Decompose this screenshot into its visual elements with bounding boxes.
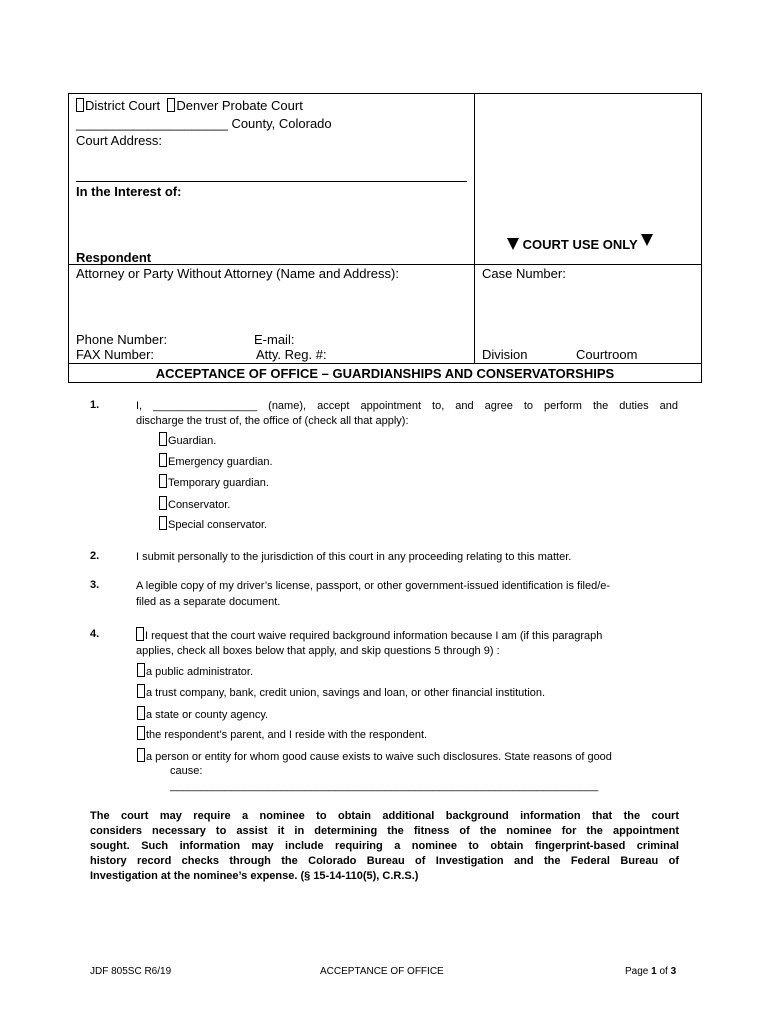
- probate-court-label: Denver Probate Court: [176, 98, 303, 113]
- item-4-option-good-cause: [137, 748, 612, 763]
- cause-line[interactable]: ______________________________________________________________________: [170, 780, 599, 792]
- caption-border-bottom: [68, 382, 702, 383]
- interest-underline: [76, 181, 467, 182]
- item-1-option-temporary: [159, 474, 269, 489]
- item-4-line-2: applies, check all boxes below that apply, and skip questions 5 through 9) :: [136, 645, 500, 657]
- good-cause-checkbox[interactable]: [137, 748, 145, 762]
- parent-checkbox[interactable]: [137, 726, 145, 740]
- footer-form-id: JDF 805SC R6/19: [90, 966, 172, 977]
- item-4-number: 4.: [90, 628, 100, 640]
- parent-label: the respondent’s parent, and I reside with the respondent.: [146, 729, 428, 741]
- agency-checkbox[interactable]: [137, 706, 145, 720]
- good-cause-label: a person or entity for whom good cause exists to waive such disclosures. State reasons of good: [146, 751, 612, 763]
- guardian-label: Guardian.: [168, 435, 217, 447]
- item-4-option-agency: [137, 706, 268, 721]
- trust-company-label: a trust company, bank, credit union, savings and loan, or other financial institution.: [146, 687, 546, 699]
- public-admin-label: a public administrator.: [146, 666, 253, 678]
- arrow-down-icon: [641, 234, 653, 246]
- arrow-down-icon: [507, 238, 519, 250]
- notice-line-3: sought. Such information may include requiring a nominee to obtain fingerprint-based criminal: [90, 840, 679, 852]
- notice-line-1: The court may require a nominee to obtain additional background information that the court: [90, 810, 679, 822]
- caption-border-left: [68, 93, 69, 383]
- caption-border-right: [701, 93, 702, 383]
- footer-page-num: 1: [651, 966, 657, 977]
- item-4-option-trust-company: [137, 684, 545, 699]
- footer-page-total: 3: [670, 966, 677, 977]
- notice-line-5: Investigation at the nominee’s expense. (§ 15-14-110(5), C.R.S.): [90, 870, 419, 882]
- emergency-guardian-checkbox[interactable]: [159, 453, 167, 467]
- temporary-guardian-checkbox[interactable]: [159, 474, 167, 488]
- item-1-line-2: discharge the trust of, the office of (check all that apply):: [136, 415, 409, 427]
- district-court-label: District Court: [85, 98, 161, 113]
- courtroom-label: Courtroom: [576, 347, 638, 362]
- item-3-line-2: filed as a separate document.: [136, 596, 281, 608]
- item-1-number: 1.: [90, 399, 100, 411]
- court-use-only: [507, 234, 653, 252]
- item-4-option-parent: [137, 726, 427, 741]
- fax-label: FAX Number:: [76, 347, 155, 362]
- conservator-checkbox[interactable]: [159, 496, 167, 510]
- trust-company-checkbox[interactable]: [137, 684, 145, 698]
- item-3-number: 3.: [90, 579, 100, 591]
- special-conservator-label: Special conservator.: [168, 519, 268, 531]
- notice-paragraph: [90, 809, 679, 884]
- probate-court-checkbox[interactable]: [167, 98, 175, 112]
- guardian-checkbox[interactable]: [159, 432, 167, 446]
- cause-label: cause:: [170, 765, 203, 777]
- item-1-line-1: I, _________________ (name), accept appointment to, and agree to perform the duties and: [136, 400, 678, 412]
- court-address-label: Court Address:: [76, 133, 162, 148]
- notice-line-2: considers necessary to assist it in determining the fitness of the nominee for the appointment: [90, 825, 679, 837]
- item-4-line-1: [136, 627, 602, 644]
- case-number-label: Case Number:: [482, 266, 566, 281]
- item-3-line-1: A legible copy of my driver’s license, passport, or other government-issued identification is filed/e-: [136, 580, 611, 592]
- court-selection: [76, 98, 303, 113]
- caption-border-top: [68, 93, 702, 94]
- footer-page: [625, 966, 676, 977]
- footer-center: ACCEPTANCE OF OFFICE: [320, 966, 444, 977]
- item-4-line-1-text: I request that the court waive required background information because I am (if this paragraph: [145, 630, 603, 642]
- caption-divider-attorney: [68, 264, 702, 265]
- item-1-option-emergency: [159, 453, 273, 468]
- item-1-option-special: [159, 516, 267, 531]
- emergency-guardian-label: Emergency guardian.: [168, 456, 273, 468]
- footer-page-prefix: Page: [625, 966, 652, 977]
- special-conservator-checkbox[interactable]: [159, 516, 167, 530]
- waive-checkbox[interactable]: [136, 627, 144, 641]
- item-1-option-guardian: [159, 432, 216, 447]
- agency-label: a state or county agency.: [146, 709, 269, 721]
- conservator-label: Conservator.: [168, 499, 231, 511]
- public-admin-checkbox[interactable]: [137, 663, 145, 677]
- item-2-text: I submit personally to the jurisdiction of this court in any proceeding relating to this matter.: [136, 551, 572, 563]
- item-1-option-conservator: [159, 496, 230, 511]
- district-court-checkbox[interactable]: [76, 98, 84, 112]
- court-use-only-label: COURT USE ONLY: [522, 237, 638, 252]
- interest-label: In the Interest of:: [76, 184, 182, 199]
- email-label: E-mail:: [254, 332, 295, 347]
- footer-page-of: of: [656, 966, 671, 977]
- attorney-label: Attorney or Party Without Attorney (Name and Address):: [76, 266, 399, 281]
- division-label: Division: [482, 347, 528, 362]
- caption-divider-vertical: [474, 93, 475, 363]
- form-title: ACCEPTANCE OF OFFICE – GUARDIANSHIPS AND CONSERVATORSHIPS: [155, 366, 615, 381]
- respondent-label: Respondent: [76, 250, 152, 265]
- phone-label: Phone Number:: [76, 332, 168, 347]
- county-line: _____________________ County, Colorado: [76, 116, 332, 131]
- caption-divider-title: [68, 363, 702, 364]
- notice-line-4: history record checks through the Colorado Bureau of Investigation and the Federal Bureau of: [90, 855, 679, 867]
- item-2-number: 2.: [90, 550, 100, 562]
- atty-reg-label: Atty. Reg. #:: [256, 347, 327, 362]
- temporary-guardian-label: Temporary guardian.: [168, 477, 269, 489]
- item-4-option-public-admin: [137, 663, 253, 678]
